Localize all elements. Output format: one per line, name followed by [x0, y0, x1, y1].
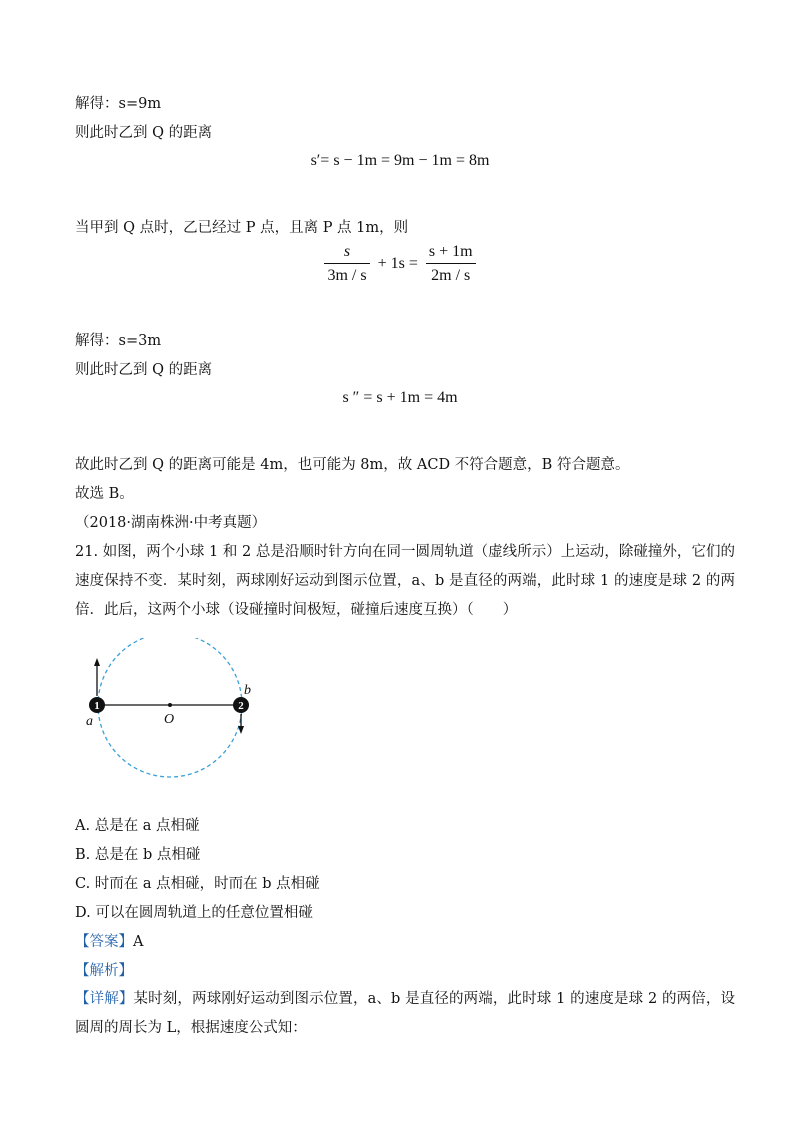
answer-value: A — [133, 934, 144, 950]
detail-label: 【详解】 — [75, 991, 134, 1007]
arrow-up-icon — [94, 658, 100, 666]
solution-line-1: 解得：s=9m — [75, 96, 162, 112]
formula-3: s ″ = s + 1m = 4m — [342, 389, 458, 406]
point-a-label: a — [86, 714, 93, 729]
track-circle — [98, 638, 242, 777]
ball-2-label: 2 — [238, 700, 244, 712]
formula-1: s′= s − 1m = 9m − 1m = 8m — [310, 152, 490, 169]
circle-diagram — [78, 638, 278, 788]
answer-line — [75, 932, 143, 952]
conclusion-line: 故此时乙到 Q 的距离可能是 4m，也可能为 8m，故 ACD 不符合题意，B 符合题意。 — [75, 457, 630, 473]
option-d: D. 可以在圆周轨道上的任意位置相碰 — [75, 905, 313, 921]
ball-1-label: 1 — [94, 700, 100, 712]
formula-2 — [0, 243, 800, 285]
solution-line-4: 解得：s=3m — [75, 333, 162, 349]
analysis-label: 【解析】 — [75, 963, 133, 979]
choice-line: 故选 B。 — [75, 486, 134, 502]
center-o-label: O — [164, 712, 175, 727]
question-21-text: 21. 如图，两个小球 1 和 2 总是沿顺时针方向在同一圆周轨道（虚线所示）上运动，除碰撞外，它们的速度保持不变．某时刻，两球刚好运动到图示位置，a、b 是直径的两端，此时球 1 的速度是球 2 的两倍．此后，这两个小球（设碰撞时间极短，碰撞后速度互换）（ ） — [75, 544, 735, 618]
detail-paragraph — [75, 985, 735, 1043]
option-a: A. 总是在 a 点相碰 — [75, 818, 200, 834]
option-c: C. 时而在 a 点相碰，时而在 b 点相碰 — [75, 876, 320, 892]
formula-2-middle: + 1s = — [377, 255, 418, 272]
solution-line-5: 则此时乙到 Q 的距离 — [75, 362, 213, 378]
fraction-right: $\frac{s + 1m}{2m / s}$ — [426, 243, 476, 285]
option-b: B. 总是在 b 点相碰 — [75, 847, 201, 863]
fraction-left: $\frac{s}{3m / s}$ — [324, 243, 369, 285]
solution-line-2: 则此时乙到 Q 的距离 — [75, 125, 213, 141]
solution-line-3: 当甲到 Q 点时，乙已经过 P 点，且离 P 点 1m，则 — [75, 220, 409, 236]
arrow-down-icon — [238, 726, 244, 734]
answer-label: 【答案】 — [75, 934, 133, 950]
question-source: （2018·湖南株洲·中考真题） — [75, 515, 267, 531]
center-point — [168, 703, 172, 707]
detail-text: 某时刻，两球刚好运动到图示位置，a、b 是直径的两端，此时球 1 的速度是球 2 的两倍，设圆周的周长为 L，根据速度公式知： — [75, 991, 736, 1036]
analysis-line — [75, 961, 133, 981]
point-b-label: b — [244, 683, 251, 698]
